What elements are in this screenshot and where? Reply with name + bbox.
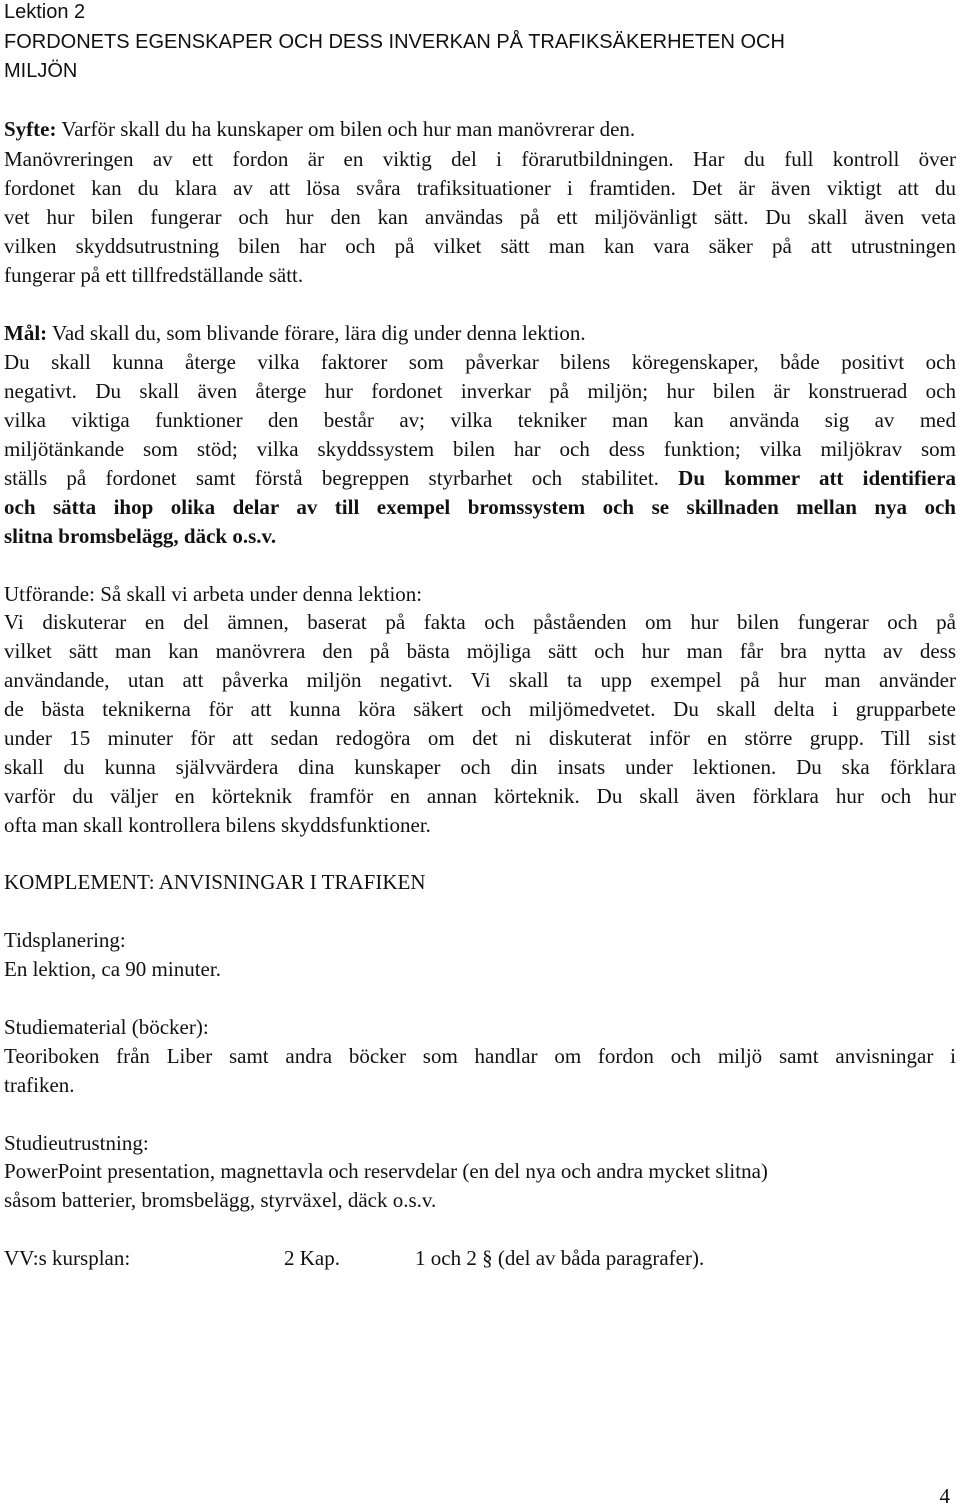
mal-line-5-text: ställs på fordonet samt förstå begreppen styrbarhet och stabilitet. [4,466,679,490]
mal-line-5-bold: Du kommer att identifiera [678,466,956,490]
utforande-line-5: under 15 minuter för att sedan redogöra om det ni diskuterat inför en större grupp. Till sist [4,726,956,750]
lesson-label: Lektion 2 [4,1,86,23]
studieutrustning-label: Studieutrustning: [4,1131,149,1155]
utforande-line-6: skall du kunna självvärdera dina kunskaper och din insats under lektionen. Du ska förklara [4,755,956,779]
utforande-intro: Så skall vi arbeta under denna lektion: [94,582,423,606]
syfte-line-5: fungerar på ett tillfredställande sätt. [4,263,304,287]
kursplan-paragraphs: 1 och 2 § (del av båda paragrafer). [415,1246,705,1270]
mal-line-1: Du skall kunna återge vilka faktorer som påverkar bilens köregenskaper, både positivt och [4,350,956,374]
utforande-line-8: ofta man skall kontrollera bilens skyddsfunktioner. [4,813,431,837]
mal-line-5 [4,466,956,490]
heading-line-2: MILJÖN [4,60,78,82]
section-symbol: § [482,1246,493,1270]
heading-line-1: FORDONETS EGENSKAPER OCH DESS INVERKAN PÅ TRAFIKSÄKERHETEN OCH [4,31,785,53]
utforande-line-4: de bästa teknikerna för att kunna köra säkert och miljömedvetet. Du skall delta i grupparbete [4,697,956,721]
utforande-line-7: varför du väljer en körteknik framför en annan körteknik. Du skall även förklara hur och hur [4,784,956,808]
mal-intro: Vad skall du, som blivande förare, lära dig under denna lektion. [47,321,586,345]
mal-line-3: vilka viktiga funktioner den består av; vilka tekniker man kan använda sig av med [4,408,956,432]
utforande-intro-line [4,582,422,606]
page-number: 4 [939,1484,950,1508]
syfte-line-3: vet hur bilen fungerar och hur den kan användas på ett miljövänligt sätt. Du skall även veta [4,205,956,229]
utforande-line-3: användande, utan att påverka miljön negativt. Vi skall ta upp exempel på hur man använder [4,668,956,692]
syfte-line-4: vilken skyddsutrustning bilen har och på vilket sätt man kan vara säker på att utrustningen [4,234,956,258]
mal-line-2: negativt. Du skall även återge hur fordonet inverkar på miljön; hur bilen är konstruerad och [4,379,956,403]
studieutrustning-line-1: PowerPoint presentation, magnettavla och reservdelar (en del nya och andra mycket slitna) [4,1159,768,1183]
kursplan-label: VV:s kursplan: [4,1246,131,1270]
mal-line-4: miljötänkande som stöd; vilka skyddssystem bilen har och dess funktion; vilka miljökrav som [4,437,956,461]
tidsplanering-value: En lektion, ca 90 minuter. [4,957,221,981]
kursplan-kap: 2 Kap. [284,1246,340,1270]
syfte-line-2: fordonet kan du klara av att lösa svåra trafiksituationer i framtiden. Det är även viktigt att du [4,176,956,200]
mal-intro-line [4,321,586,345]
studiematerial-line-1: Teoriboken från Liber samt andra böcker som handlar om fordon och miljö samt anvisningar i [4,1044,956,1068]
syfte-intro: Varför skall du ha kunskaper om bilen och hur man manövrerar den. [56,117,636,141]
komplement-heading: KOMPLEMENT: ANVISNINGAR I TRAFIKEN [4,870,426,894]
utforande-line-1: Vi diskuterar en del ämnen, baserat på fakta och påståenden om hur bilen fungerar och på [4,610,956,634]
syfte-intro-line [4,117,635,141]
tidsplanering-label: Tidsplanering: [4,928,126,952]
mal-label: Mål: [4,321,48,345]
mal-bold-line-1: och sätta ihop olika delar av till exempel bromssystem och se skillnaden mellan nya och [4,495,956,519]
studieutrustning-line-2: såsom batterier, bromsbelägg, styrväxel, däck o.s.v. [4,1188,437,1212]
utforande-line-2: vilket sätt man kan manövrera den på bästa möjliga sätt och hur man får bra nytta av dess [4,639,956,663]
kursplan-note: (del av båda paragrafer). [497,1246,705,1270]
syfte-label: Syfte: [4,117,57,141]
utforande-label: Utförande: [4,582,95,606]
studiematerial-line-2: trafiken. [4,1073,75,1097]
mal-bold-line-2: slitna bromsbelägg, däck o.s.v. [4,524,277,548]
syfte-line-1: Manövreringen av ett fordon är en viktig del i förarutbildningen. Har du full kontroll över [4,147,956,171]
studiematerial-label: Studiematerial (böcker): [4,1015,209,1039]
